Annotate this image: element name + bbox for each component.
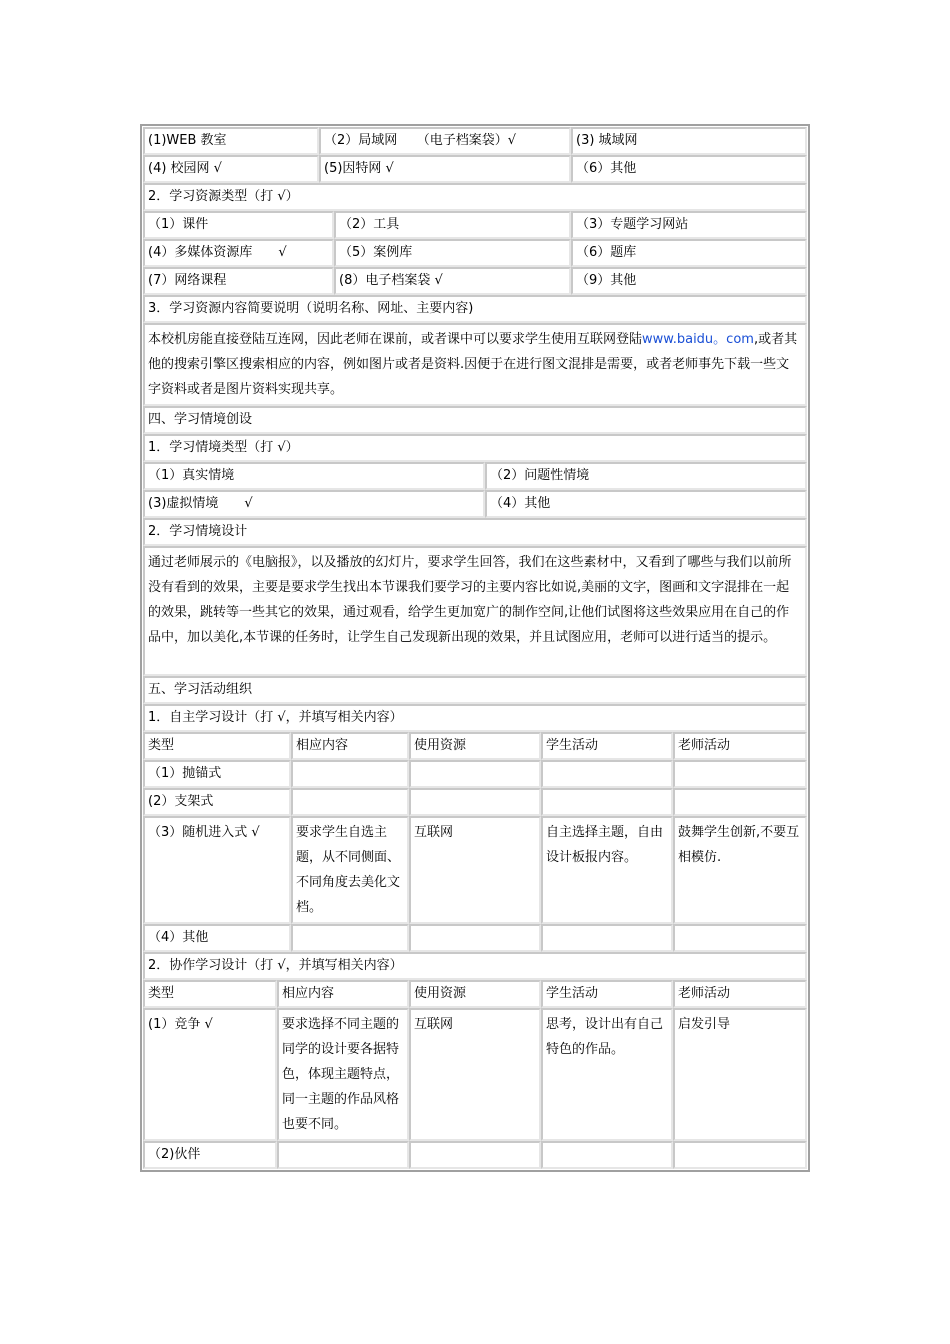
coop-row-2-content (277, 1141, 409, 1169)
network-option-other: （6）其他 (571, 155, 807, 183)
coop-study-header-row (143, 980, 807, 1008)
self-row-3-content: 要求学生自选主题，从不同侧面、不同角度去美化文档。 (291, 816, 409, 924)
situation-row-1 (143, 462, 807, 490)
self-row-1-resource (409, 760, 541, 788)
network-option-internet: (5)因特网 √ (319, 155, 571, 183)
self-row-4-type: （4）其他 (143, 924, 291, 952)
self-row-2-type: (2）支架式 (143, 788, 291, 816)
coop-col-type-header: 类型 (143, 980, 277, 1008)
section-five-title: 五、学习活动组织 (143, 676, 807, 704)
self-row-1-type: （1）抛锚式 (143, 760, 291, 788)
situation-row-2 (143, 490, 807, 518)
network-row-1 (143, 127, 807, 155)
self-study-row (143, 760, 807, 788)
self-row-4-resource (409, 924, 541, 952)
self-study-header-row (143, 732, 807, 760)
self-study-row (143, 816, 807, 924)
self-row-3-type: （3）随机进入式 √ (143, 816, 291, 924)
self-study-heading: 1．自主学习设计（打 √，并填写相关内容） (143, 704, 807, 732)
coop-row-1-resource: 互联网 (409, 1008, 541, 1141)
self-row-2-teacher (673, 788, 807, 816)
network-row-2 (143, 155, 807, 183)
self-col-type-header: 类型 (143, 732, 291, 760)
resource-type-topic-site: （3）专题学习网站 (571, 211, 807, 239)
coop-row-1-content: 要求选择不同主题的同学的设计要各据特色，体现主题特点，同一主题的作品风格也要不同。 (277, 1008, 409, 1141)
coop-col-resource-header: 使用资源 (409, 980, 541, 1008)
coop-study-heading: 2．协作学习设计（打 √，并填写相关内容） (143, 952, 807, 980)
resource-types-heading: 2．学习资源类型（打 √） (143, 183, 807, 211)
self-col-resource-header: 使用资源 (409, 732, 541, 760)
coop-row-2-type: （2)伙伴 (143, 1141, 277, 1169)
coop-study-row (143, 1008, 807, 1141)
self-row-1-content (291, 760, 409, 788)
resource-type-question-bank: （6）题库 (571, 239, 807, 267)
coop-row-1-student: 思考，设计出有自己特色的作品。 (541, 1008, 673, 1141)
situation-design-text: 通过老师展示的《电脑报》，以及播放的幻灯片，要求学生回答，我们在这些素材中，又看到了哪些与我们以前所没有看到的效果，主要是要求学生找出本节课我们要学习的主要内容比如说,美丽的文字，图画和文字混排在一起的效果，跳转等一些其它的效果，通过观看，给学生更加宽广的制作空间,让他们试图将这些效果应用在自己的作品中，加以美化,本节课的任务时，让学生自己发现新出现的效果，并且试图应用，老师可以进行适当的提示。 (143, 546, 807, 676)
resource-desc-text-before: 本校机房能直接登陆互连网，因此老师在课前，或者课中可以要求学生使用互联网登陆 (148, 332, 643, 347)
coop-col-content-header: 相应内容 (277, 980, 409, 1008)
self-row-1-teacher (673, 760, 807, 788)
situation-option-other: （4）其他 (485, 490, 807, 518)
resource-types-row-1 (143, 211, 807, 239)
self-row-3-student: 自主选择主题，自由设计板报内容。 (541, 816, 673, 924)
resource-types-row-3 (143, 267, 807, 295)
network-option-web-classroom: (1)WEB 教室 (143, 127, 319, 155)
coop-col-student-header: 学生活动 (541, 980, 673, 1008)
self-row-2-student (541, 788, 673, 816)
self-row-4-content (291, 924, 409, 952)
coop-row-1-type: (1）竞争 √ (143, 1008, 277, 1141)
situation-option-real: （1）真实情境 (143, 462, 485, 490)
self-col-teacher-header: 老师活动 (673, 732, 807, 760)
baidu-link[interactable]: www.baidu。com (642, 332, 754, 347)
self-row-1-student (541, 760, 673, 788)
self-col-content-header: 相应内容 (291, 732, 409, 760)
coop-col-teacher-header: 老师活动 (673, 980, 807, 1008)
network-option-lan: （2）局域网 （电子档案袋）√ (319, 127, 571, 155)
self-row-4-teacher (673, 924, 807, 952)
resource-type-tools: （2）工具 (334, 211, 571, 239)
situation-design-heading: 2．学习情境设计 (143, 518, 807, 546)
self-study-row (143, 924, 807, 952)
self-row-2-content (291, 788, 409, 816)
situation-option-virtual: (3)虚拟情境 √ (143, 490, 485, 518)
resource-type-courseware: （1）课件 (143, 211, 334, 239)
self-row-3-resource: 互联网 (409, 816, 541, 924)
situation-type-heading: 1．学习情境类型（打 √） (143, 434, 807, 462)
coop-row-2-resource (409, 1141, 541, 1169)
coop-row-2-student (541, 1141, 673, 1169)
lesson-plan-document (140, 124, 810, 1172)
resource-type-case-library: （5）案例库 (334, 239, 571, 267)
resource-desc-text (143, 323, 807, 406)
network-option-campus: (4) 校园网 √ (143, 155, 319, 183)
self-row-4-student (541, 924, 673, 952)
resource-desc-heading: 3．学习资源内容简要说明（说明名称、网址、主要内容) (143, 295, 807, 323)
resource-desc-text-after: ,或者其他的搜索引擎区搜索相应的内容，例如图片或者是资料.因便于在进行图文混排是需要，或者老师事先下载一些文字资料或者是图片资料实现共享。 (148, 332, 798, 397)
coop-row-2-teacher (673, 1141, 807, 1169)
section-four-title: 四、学习情境创设 (143, 406, 807, 434)
network-option-man: (3) 城域网 (571, 127, 807, 155)
self-col-student-header: 学生活动 (541, 732, 673, 760)
coop-study-row (143, 1141, 807, 1169)
resource-type-multimedia: (4）多媒体资源库 √ (143, 239, 334, 267)
self-row-2-resource (409, 788, 541, 816)
coop-row-1-teacher: 启发引导 (673, 1008, 807, 1141)
resource-type-other: （9）其他 (571, 267, 807, 295)
situation-option-problem: （2）问题性情境 (485, 462, 807, 490)
self-study-row (143, 788, 807, 816)
resource-types-row-2 (143, 239, 807, 267)
resource-type-portfolio: (8）电子档案袋 √ (334, 267, 571, 295)
self-row-3-teacher: 鼓舞学生创新,不要互相模仿. (673, 816, 807, 924)
resource-type-online-course: (7）网络课程 (143, 267, 334, 295)
